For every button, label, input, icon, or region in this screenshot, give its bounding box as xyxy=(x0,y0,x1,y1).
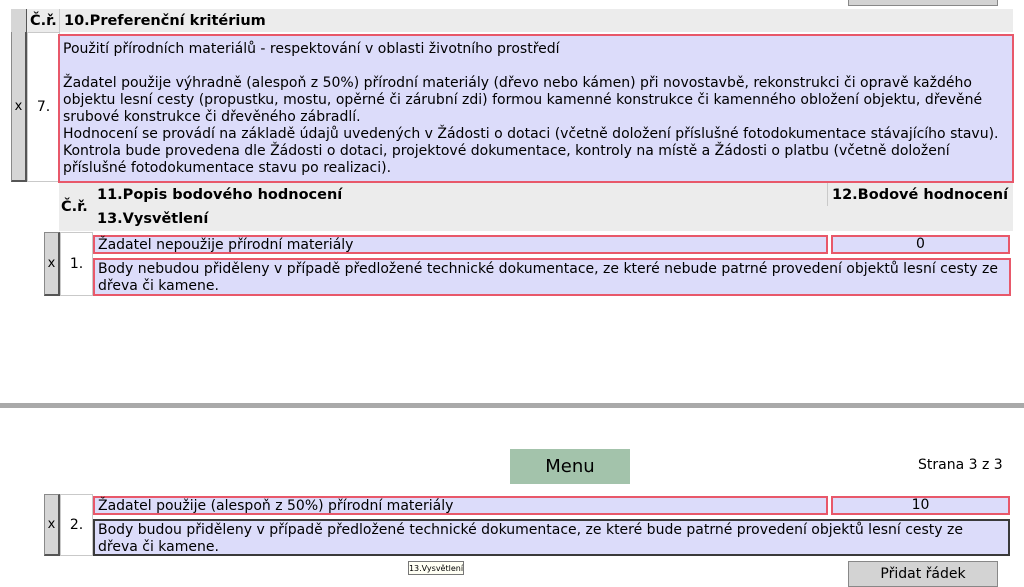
page-indicator: Strana 3 z 3 xyxy=(918,457,1003,473)
section7-criterion-text[interactable] xyxy=(58,34,1014,183)
row-1-points-field[interactable]: 0 xyxy=(831,235,1010,254)
section7-title: 10.Preferenční kritérium xyxy=(64,12,266,29)
scoring-col13-header: 13.Vysvětlení xyxy=(93,206,1013,231)
criterion-title-line: Použití přírodních materiálů - respektování v oblasti životního prostředí xyxy=(63,41,560,57)
criterion-paragraph-2: Hodnocení se provádí na základě údajů uvedených v Žádosti o dotaci (včetně doložení příslušné fotodokumentace stávajícího stavu). Kontrola bude provedena dle Žádosti o dotaci, projektové dokumentace, kontroly na místě a Žádosti o platbu (včetně doložení příslušné fotodokumentace stavu po realizaci). xyxy=(63,126,999,176)
section7-row-number: 7. xyxy=(27,32,60,182)
scoring-col11-header: 11.Popis bodového hodnocení xyxy=(93,183,828,206)
row-2-number: 2. xyxy=(60,494,93,556)
row-2-explanation-field[interactable]: Body budou přiděleny v případě předložené technické dokumentace, ze které bude patrné provedení objektů lesní cesty ze dřeva či kamene. xyxy=(93,519,1010,556)
menu-button[interactable]: Menu xyxy=(510,449,630,484)
row-1-number: 1. xyxy=(60,232,93,296)
row-1-description-field[interactable]: Žadatel nepoužije přírodní materiály xyxy=(93,235,828,254)
row-2-description-field[interactable]: Žadatel použije (alespoň z 50%) přírodní materiály xyxy=(93,496,828,515)
top-button-partial[interactable] xyxy=(848,0,998,6)
delete-row-2-button[interactable]: x xyxy=(44,494,60,556)
scoring-cislo-header: Č.ř. xyxy=(59,183,93,231)
delete-row-1-button[interactable]: x xyxy=(44,232,60,296)
tooltip: 13.Vysvětlení xyxy=(408,561,464,575)
criterion-paragraph-1: Žadatel použije výhradně (alespoň z 50%) přírodní materiály (dřevo nebo kámen) při novostavbě, rekonstrukci či opravě každého objektu lesní cesty (propustku, mostu, opěrné či zárubní zdi) formou kamenné konstrukce či kamenného obložení objektu, dřevěné srubové konstrukce či dřevěného zábradlí. xyxy=(63,75,983,125)
scoring-col12-header: 12.Bodové hodnocení xyxy=(828,183,1013,206)
add-row-button[interactable]: Přidat řádek xyxy=(848,561,998,587)
delete-section7-button[interactable]: x xyxy=(11,32,27,182)
page-divider xyxy=(0,403,1024,408)
section7-cislo-header: Č.ř. xyxy=(26,9,60,32)
row-2-points-field[interactable]: 10 xyxy=(831,496,1010,515)
row-1-explanation-field[interactable]: Body nebudou přiděleny v případě předložené technické dokumentace, ze které nebude patrné provedení objektů lesní cesty ze dřeva či kamene. xyxy=(93,258,1011,296)
